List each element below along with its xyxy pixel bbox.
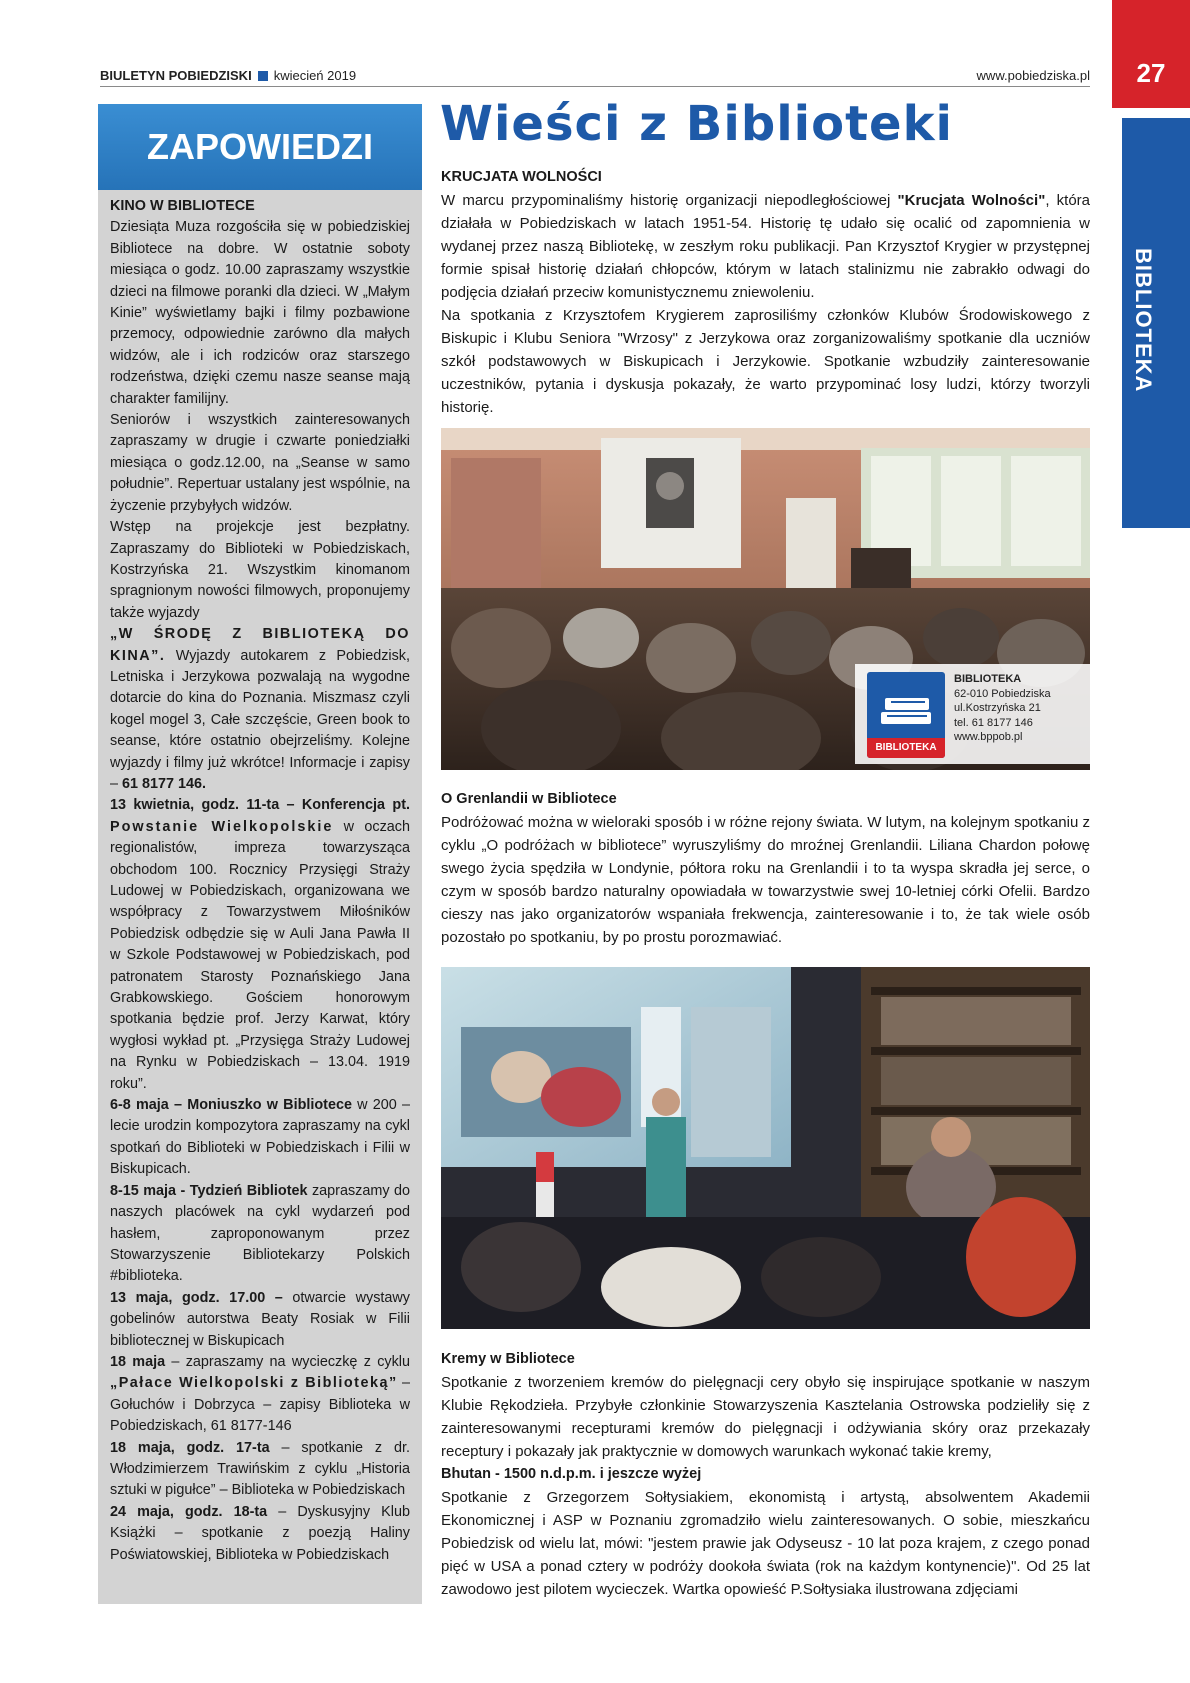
wycieczka-title: „Pałace Wielkopolski z Biblioteką” bbox=[110, 1375, 398, 1392]
library-logo bbox=[867, 672, 945, 758]
library-contact-text bbox=[954, 672, 1051, 745]
sroda-paragraph bbox=[110, 624, 410, 795]
seniorzy-text: Seniorów i wszystkich zainteresowanych zapraszamy w drugie i czwarte poniedziałki miesiąca o godz.12.00, na „Seanse w samo południe”. Repertuar ustalany jest wspólnie, na życzenie przybyłych widzów. bbox=[110, 412, 410, 514]
page-header bbox=[100, 64, 1090, 87]
wstep-text: Wstęp na projekcje jest bezpłatny. Zapraszamy do Biblioteki w Pobiedziskach, Kostrzyńska 21. Wszystkim kinomanom spragnionym nowości filmowych, proponujemy także wyjazdy bbox=[110, 519, 410, 621]
konferencja-text: w oczach regionalistów, impreza towarzysząca obchodom 100. Rocznicy Przysięgi Straży Ludowej w Pobiedziskach, organizowana we współpracy z Towarzystwem Miłośników Pobiedzisk odbędzie się w Auli Jana Pawła II w Szkole Podstawowej w Pobiedziskach, pod patronatem Starosty Poznańskiego Jana Grabkowskiego. Gościem honorowym spotkania będzie prof. Jerzy Karwat, który wygłosi wykład pt. „Przysięga Straży Ludowej na Rynku w Pobiedziskach – 13.04. 1919 roku”. bbox=[110, 818, 410, 1092]
page-number: 27 bbox=[1136, 58, 1166, 88]
sroda-phone: 61 8177 146. bbox=[118, 775, 207, 792]
trawinski-paragraph bbox=[110, 1438, 410, 1502]
announcements-title: ZAPOWIEDZI bbox=[98, 104, 422, 190]
library-meeting-illustration bbox=[441, 967, 1090, 1329]
krucjata-section bbox=[441, 166, 1090, 419]
grenlandia-heading: O Grenlandii w Bibliotece bbox=[441, 791, 617, 807]
tydzien-title: 8-15 maja - Tydzień Bibliotek bbox=[110, 1182, 308, 1199]
main-title: Wieści z Biblioteki bbox=[440, 96, 953, 152]
library-logo-label: BIBLIOTEKA bbox=[867, 738, 945, 758]
library-phone: tel. 61 8177 146 bbox=[954, 716, 1033, 729]
krucjata-heading: KRUCJATA WOLNOŚCI bbox=[441, 169, 602, 185]
wycieczka-paragraph bbox=[110, 1352, 410, 1438]
library-website[interactable]: www.bppob.pl bbox=[954, 731, 1023, 743]
issue-date: kwiecień 2019 bbox=[273, 68, 357, 83]
wystawa-title: 13 maja, godz. 17.00 – bbox=[110, 1289, 283, 1306]
krucjata-paragraph-1 bbox=[441, 189, 1090, 304]
kremy-heading: Kremy w Bibliotece bbox=[441, 1351, 575, 1367]
tydzien-text: zapraszamy do naszych placówek na cykl wydarzeń pod hasłem, zaproponowanym przez Stowarzyszenie Bibliotekarzy Polskich #biblioteka. bbox=[110, 1182, 410, 1285]
page-number-tab bbox=[1112, 0, 1190, 108]
square-icon bbox=[258, 71, 268, 81]
announcements-body bbox=[110, 196, 410, 1566]
kino-text: Dziesiąta Muza rozgościła się w pobiedziskiej Bibliotece na dobre. W ostatnie soboty miesiąca o godz. 10.00 zapraszamy wszystkie dzieci na filmowe poranki dla dzieci. W „Małym Kinie” wyświetlamy bajki i filmy pozbawione przemocy, odpowiednie zarówno dla małych widzów, ale i ich rodziców oraz starszego rodzeństwa, dzięki czemu nasze seanse mają charakter familijny. bbox=[110, 219, 410, 407]
klub-title: 24 maja, godz. 18-ta bbox=[110, 1503, 268, 1520]
krucjata-meeting-photo bbox=[441, 428, 1090, 770]
tydzien-paragraph bbox=[110, 1181, 410, 1288]
kremy-bhutan-section bbox=[441, 1348, 1090, 1601]
kremy-text: Spotkanie z tworzeniem kremów do pielęgnacji cery obyło się inspirujące spotkanie w naszym Klubie Rękodzieła. Przybyłe członkinie Stowarzyszenia Kasztelania Ostrowska podzieliły się z zainteresowanymi recepturami kremów do pielęgnacji i odżywiania skóry oraz przekazały receptury i pokazały jak praktycznie w domowych warunkach wykonać takie kremy, bbox=[441, 1374, 1090, 1460]
publication-name: BIULETYN POBIEDZISKI bbox=[100, 68, 252, 83]
wystawa-paragraph bbox=[110, 1288, 410, 1352]
moniuszko-text: w 200 –lecie urodzin kompozytora zapraszamy na cykl spotkań do Biblioteki w Pobiedziskach i Filii w Biskupicach. bbox=[110, 1097, 410, 1178]
bhutan-heading: Bhutan - 1500 n.d.p.m. i jeszcze wyżej bbox=[441, 1466, 702, 1482]
klub-text: – Dyskusyjny Klub Książki – spotkanie z poezją Haliny Poświatowskiej, Biblioteka w Pobiedziskach bbox=[110, 1503, 410, 1563]
trawinski-text: – spotkanie z dr. Włodzimierzem Trawińskim z cyklu „Historia sztuki w pigułce” – Biblioteka w Pobiedziskach bbox=[110, 1439, 410, 1499]
krucjata-text-a: W marcu przypominaliśmy historię organizacji niepodległościowej bbox=[441, 192, 898, 209]
sroda-title: „W ŚRODĘ Z BIBLIOTEKĄ DO KINA”. bbox=[110, 626, 410, 664]
grenlandia-section bbox=[441, 788, 1090, 949]
section-side-label: BIBLIOTEKA bbox=[1131, 248, 1156, 393]
announcements-sidebar bbox=[98, 104, 422, 1604]
section-side-tab bbox=[1122, 118, 1190, 528]
bhutan-text: Spotkanie z Grzegorzem Sołtysiakiem, ekonomistą i artystą, absolwentem Akademii Ekonomicznej i ASP w Poznaniu zgromadziło wielu zainteresowanych. O sobie, mieszkańcu Pobiedzisk od wielu lat, mówi: "jestem prawie jak Odyseusz - 10 lat poza krajem, z czego ponad pięć w USA a ponad cztery w podróży dookoła świata (rok na każdym kontynencie)". Od 25 lat zawodowo jest pilotem wycieczek. Wartka opowieść P.Sołtysiaka ilustrowana zdjęciami bbox=[441, 1489, 1090, 1598]
website-link[interactable]: www.pobiedziska.pl bbox=[976, 68, 1090, 83]
krucjata-paragraph-2: Na spotkania z Krzysztofem Krygierem zaprosiliśmy członków Klubów Środowiskowego z Biskupic i Klubu Seniora "Wrzosy" z Jerzykowa oraz zorganizowaliśmy spotkanie dla uczniów szkół podstawowych w Biskupicach i Jerzykowie. Spotkanie wzbudziły zainteresowanie uczestników, pytania i dyskusja pokazały, że warto przypominać losy ludzi, którzy tworzyli historię. bbox=[441, 307, 1090, 416]
wycieczka-date: 18 maja bbox=[110, 1353, 166, 1370]
library-card-title: BIBLIOTEKA bbox=[954, 673, 1022, 685]
grenlandia-text: Podróżować można w wieloraki sposób i w różne rejony świata. W lutym, na kolejnym spotkaniu z cyklu „O podróżach w bibliotece” wyruszyliśmy do mroźnej Grenlandii. Liliana Chardon połowę swego życia spędziła w Londynie, półtora roku na Grenlandii i to ta wyspa skradła jej serce, o czym w sposób bardzo naturalny opowiadała w towarzystwie swej 10-letniej córki Ofelii. Bardzo cieszy nas jako organizatorów wspaniała frekwencja, zainteresowanie i to, że tak wiele osób pozostało po spotkaniu, by po prostu porozmawiać. bbox=[441, 814, 1090, 946]
moniuszko-paragraph bbox=[110, 1095, 410, 1181]
header-left bbox=[100, 68, 356, 83]
library-contact-card bbox=[855, 664, 1090, 764]
library-address-1: 62-010 Pobiedziska bbox=[954, 687, 1051, 700]
krucjata-text-b: , która działała w Pobiedziskach w latach 1951-54. Historię tę udało się ocalić od zapomnienia w wydanej przez naszą Bibliotekę, w zeszłym roku publikacji. Pan Krzysztof Krygier w przystępnej formie spisał historię działań chłopców, którym w latach stalinizmu nie zabrakło odwagi do podjęcia działań przeciw komunistycznemu zniewoleniu. bbox=[441, 192, 1090, 301]
sroda-text: Wyjazdy autokarem z Pobiedzisk, Letniska i Jerzykowa pozwalają na wygodne dotarcie do kina do Poznania. Miszmasz czyli kogel mogel 3, Całe szczęście, Green book to seanse, które ostatnio obejrzeliśmy. Kolejne wyjazdy i filmy już wkrótce! Informacje i zapisy – bbox=[110, 647, 410, 792]
konferencja-title: Powstanie Wielkopolskie bbox=[110, 818, 334, 835]
krucjata-name: "Krucjata Wolności" bbox=[897, 192, 1046, 209]
klub-paragraph bbox=[110, 1502, 410, 1566]
konferencja-paragraph bbox=[110, 795, 410, 1095]
wycieczka-text: – zapraszamy na wycieczkę z cyklu bbox=[165, 1353, 410, 1370]
grenlandia-meeting-photo bbox=[441, 967, 1090, 1329]
wystawa-text: otwarcie wystawy gobelinów autorstwa Beaty Rosiak w Filii bibliotecznej w Biskupicach bbox=[110, 1289, 410, 1349]
moniuszko-title: 6-8 maja – Moniuszko w Bibliotece bbox=[110, 1097, 352, 1114]
kino-heading: KINO W BIBLIOTECE bbox=[110, 198, 255, 214]
books-icon bbox=[877, 686, 935, 728]
trawinski-title: 18 maja, godz. 17-ta bbox=[110, 1439, 270, 1456]
wycieczka-text-2: – Gołuchów i Dobrzyca – zapisy Biblioteka w Pobiedziskach, 61 8177-146 bbox=[110, 1375, 410, 1435]
library-address-2: ul.Kostrzyńska 21 bbox=[954, 702, 1041, 714]
konferencja-date: 13 kwietnia, godz. 11-ta – Konferencja pt. bbox=[110, 797, 410, 814]
